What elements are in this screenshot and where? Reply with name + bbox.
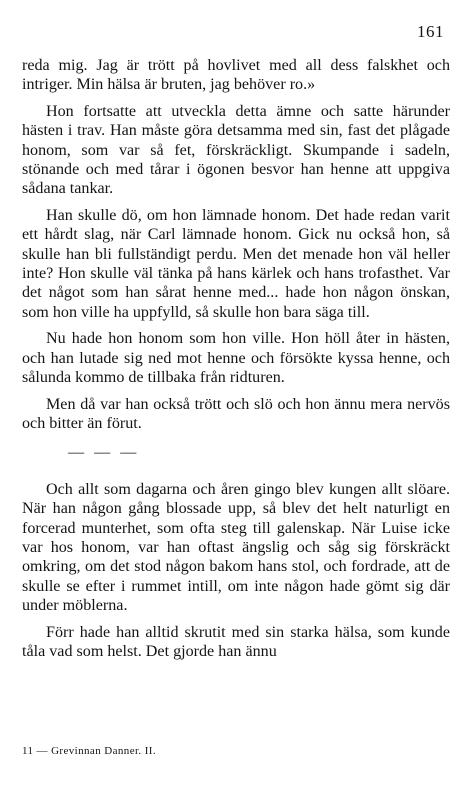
paragraph: Han skulle dö, om hon lämnade honom. Det hade redan varit ett hårdt slag, när Carl lämnade honom. Gick nu också hon, så skulle han bli fullständigt perdu. Men det menade hon väl heller inte? Hon skulle väl tänka på hans kärlek och hans trofasthet. Var det något som han sårat henne med... hade hon någon önskan, som hon ville ha uppfylld, så skulle hon bara säga till. <box>22 206 450 321</box>
paragraph: Nu hade hon honom som hon ville. Hon höll åter in hästen, och han lutade sig ned mot henne och försökte kyssa henne, och sålunda kommo de tillbaka från ridturen. <box>22 330 450 387</box>
paragraph: Och allt som dagarna och åren gingo blev kungen allt slöare. När han någon gång blossade upp, så blev det helt naturligt en forcerad munterhet, som ofta steg till galenskap. När Luise icke var hos honom, var han oftast ängslig och såg sig förskräckt omkring, om det stod någon bakom hans stol, och fordrade, att de skulle se efter i rummet intill, om inte någon hade gömt sig där under möblerna. <box>22 480 450 615</box>
body-text <box>22 56 450 668</box>
paragraph: Förr hade han alltid skrutit med sin starka hälsa, som kunde tåla vad som helst. Det gjorde han ännu <box>22 623 450 660</box>
paragraph: Hon fortsatte att utveckla detta ämne och satte härunder hästen i trav. Han måste göra detsamma med sin, fast det plågade honom, som var så fet, förskräckligt. Skumpande i sadeln, stönande och med tårar i ögonen besvor han henne att uppgiva sådana tankar. <box>22 102 450 198</box>
paragraph: Men då var han också trött och slö och hon ännu mera nervös och bitter än förut. <box>22 395 450 432</box>
signature-footer: 11 — Grevinnan Danner. II. <box>22 745 157 757</box>
paragraph: reda mig. Jag är trött på hovlivet med all dess falskhet och intriger. Min hälsa är bruten, jag behöver ro.» <box>22 57 450 94</box>
section-break: — — — <box>68 444 140 462</box>
page-number: 161 <box>417 22 444 41</box>
